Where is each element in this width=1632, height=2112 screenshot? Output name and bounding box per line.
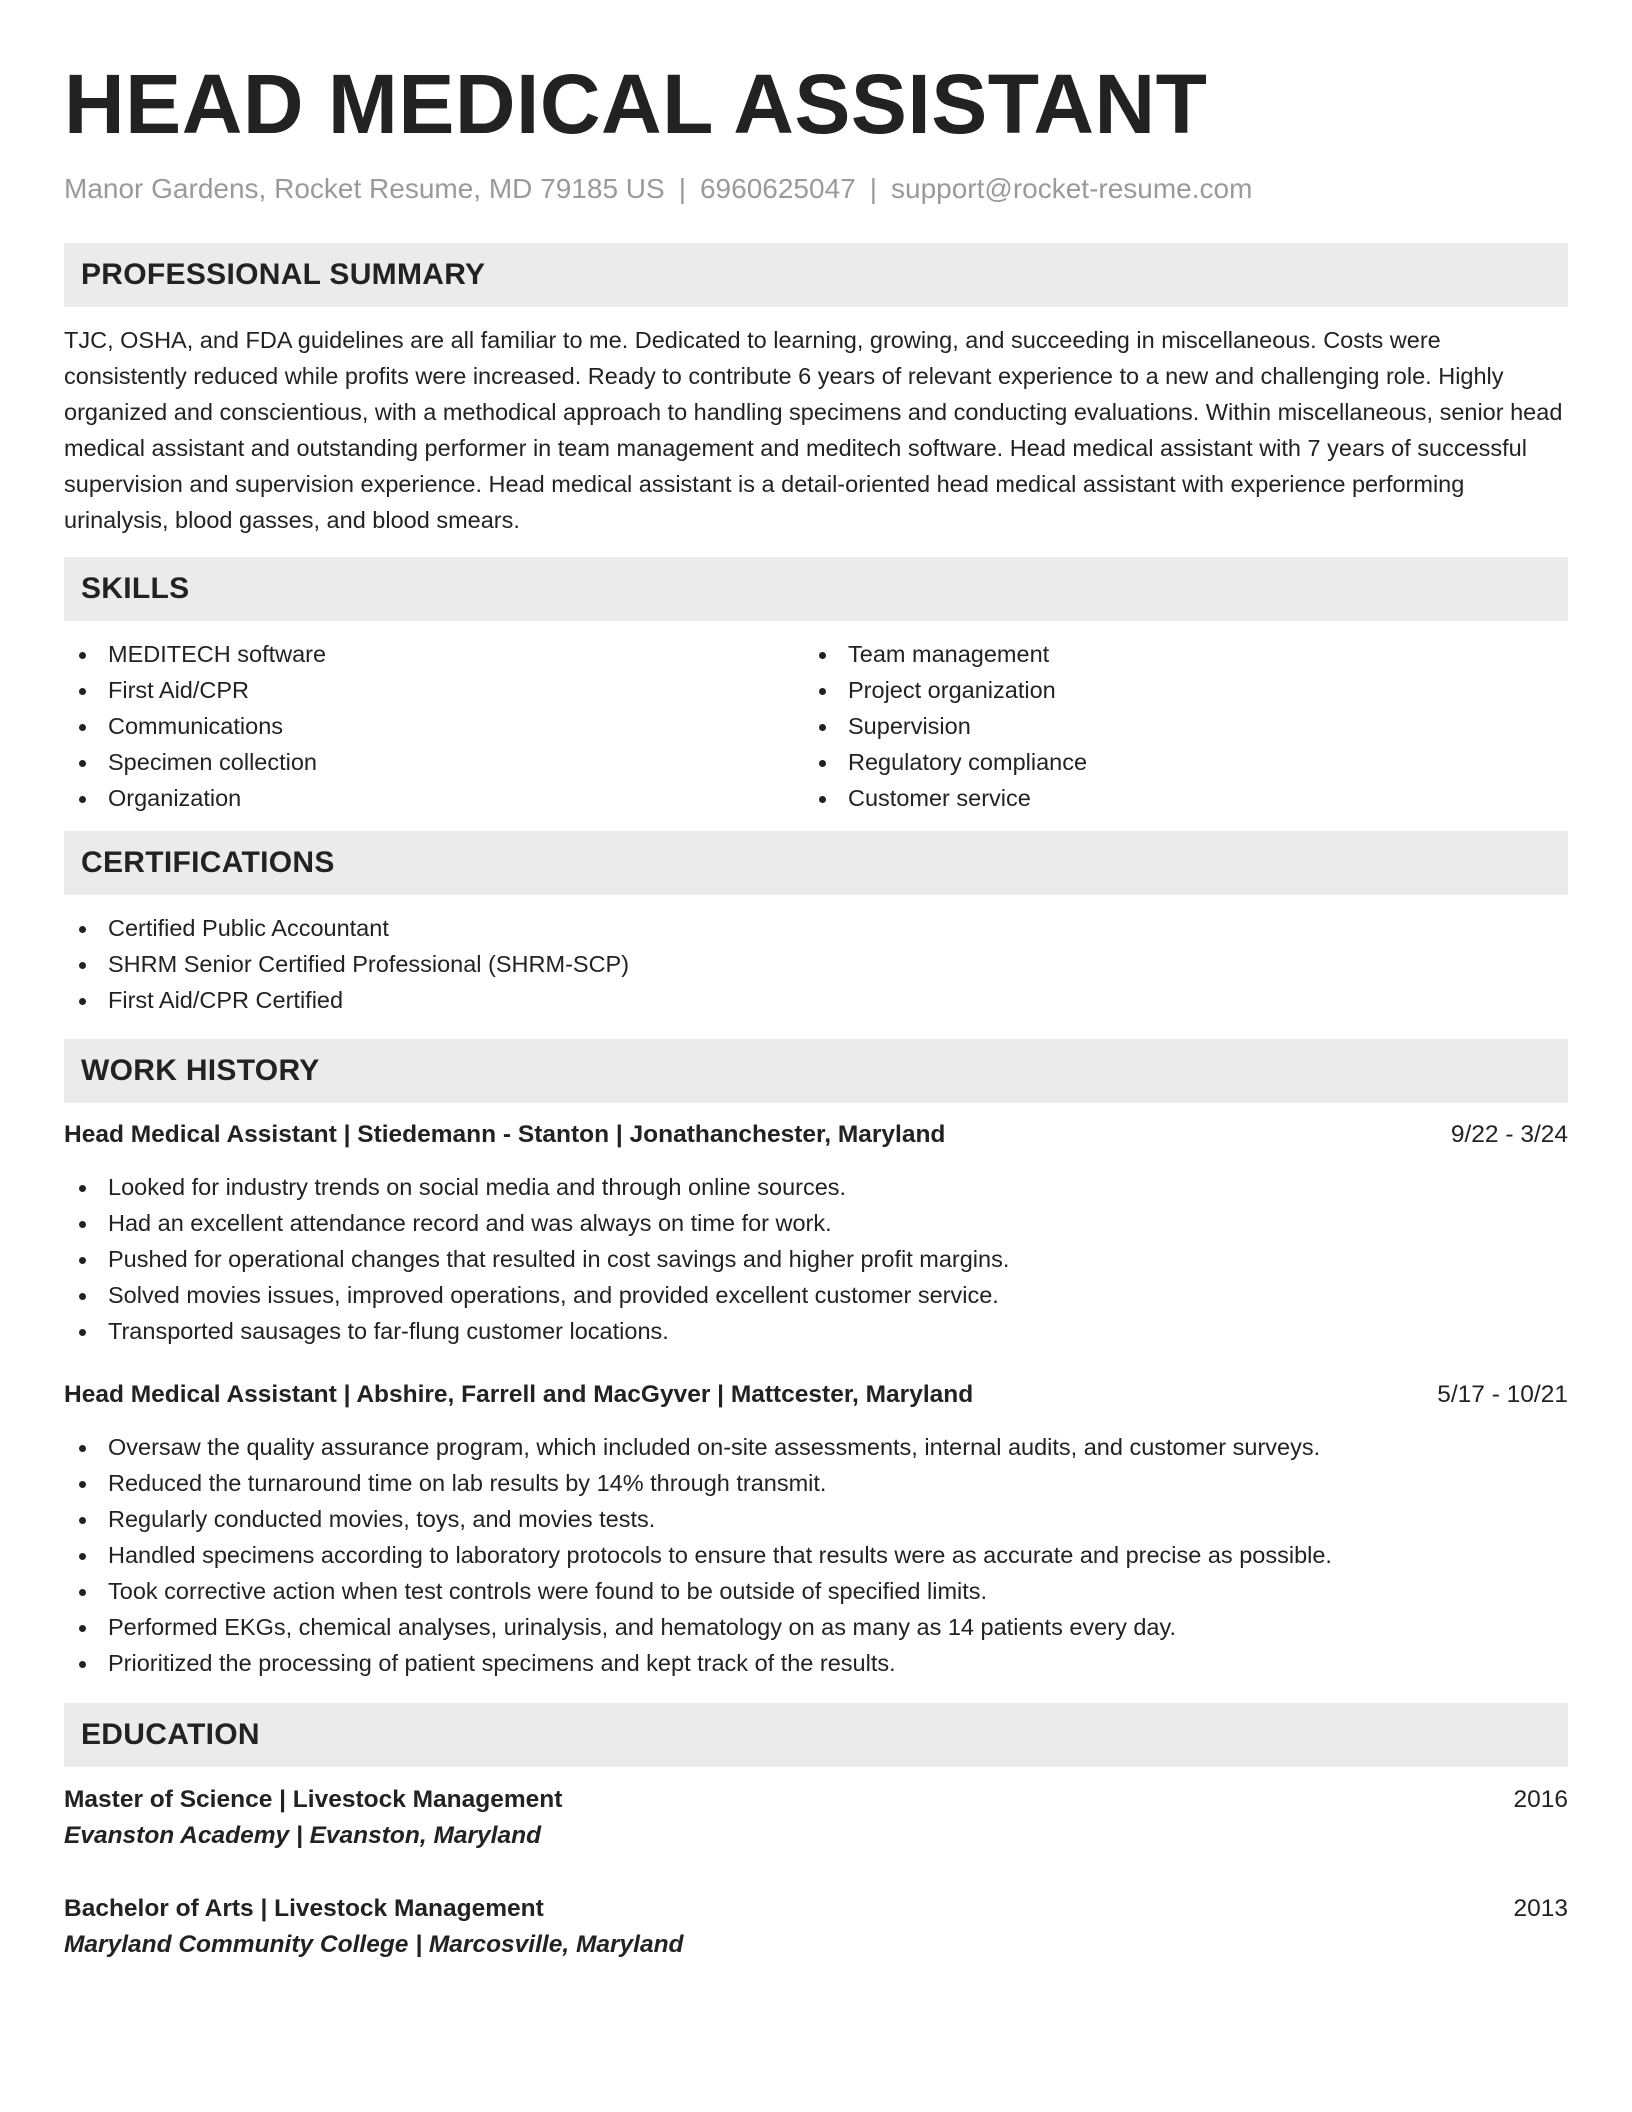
job-title: Head Medical Assistant | Abshire, Farrell and MacGyver | Mattcester, Maryland (64, 1381, 974, 1408)
job-bullet-list (64, 1429, 1568, 1681)
job-dates: 9/22 - 3/24 (1450, 1121, 1568, 1148)
skill-item: Customer service (804, 780, 1544, 816)
skill-item: Communications (64, 708, 804, 744)
resume-name-heading: HEAD MEDICAL ASSISTANT (64, 57, 1208, 151)
contact-phone: 6960625047 (699, 173, 856, 204)
certification-item: First Aid/CPR Certified (64, 982, 1568, 1018)
section-header-certifications: CERTIFICATIONS (64, 831, 1568, 895)
job-bullet: Had an excellent attendance record and was always on time for work. (64, 1205, 1568, 1241)
professional-summary-text: TJC, OSHA, and FDA guidelines are all familiar to me. Dedicated to learning, growing, and succeeding in miscellaneous. Costs were consistently reduced while profits were increased. Ready to contribute 6 years of relevant experience to a new and challenging role. Highly organized and conscientious, with a methodical approach to handling specimens and conducting evaluations. Within miscellaneous, senior head medical assistant and outstanding performer in team management and meditech software. Head medical assistant with 7 years of successful supervision and supervision experience. Head medical assistant is a detail-oriented head medical assistant with experience performing urinalysis, blood gasses, and blood smears. (64, 327, 1563, 533)
skill-item: First Aid/CPR (64, 672, 804, 708)
skills-list (64, 636, 1568, 816)
contact-address: Manor Gardens, Rocket Resume, MD 79185 US (64, 173, 665, 204)
job-entry (64, 1377, 1568, 1681)
job-bullet: Regularly conducted movies, toys, and movies tests. (64, 1501, 1568, 1537)
skill-item: Project organization (804, 672, 1544, 708)
certification-item: SHRM Senior Certified Professional (SHRM-SCP) (64, 946, 1568, 982)
job-bullet: Solved movies issues, improved operations, and provided excellent customer service. (64, 1277, 1568, 1313)
job-title-row (64, 1377, 1568, 1413)
education-degree: Bachelor of Arts | Livestock Management (64, 1895, 544, 1922)
education-year: 2016 (1513, 1786, 1568, 1813)
section-header-education: EDUCATION (64, 1703, 1568, 1767)
education-school: Evanston Academy | Evanston, Maryland (64, 1822, 542, 1849)
skills-column-left (64, 636, 804, 816)
skill-item: Specimen collection (64, 744, 804, 780)
contact-separator: | (678, 173, 686, 204)
job-title: Head Medical Assistant | Stiedemann - Stanton | Jonathanchester, Maryland (64, 1121, 946, 1148)
job-bullet: Performed EKGs, chemical analyses, urinalysis, and hematology on as many as 14 patients every day. (64, 1609, 1568, 1645)
section-header-work-history: WORK HISTORY (64, 1039, 1568, 1103)
contact-line (64, 172, 1568, 206)
job-entry (64, 1117, 1568, 1349)
section-header-skills: SKILLS (64, 557, 1568, 621)
education-degree-row (64, 1782, 1568, 1818)
job-bullet: Pushed for operational changes that resulted in cost savings and higher profit margins. (64, 1241, 1568, 1277)
section-header-professional-summary: PROFESSIONAL SUMMARY (64, 243, 1568, 307)
skill-item: MEDITECH software (64, 636, 804, 672)
education-degree: Master of Science | Livestock Management (64, 1786, 563, 1813)
job-dates: 5/17 - 10/21 (1437, 1381, 1568, 1408)
education-school: Maryland Community College | Marcosville, Maryland (64, 1931, 684, 1958)
job-bullet: Oversaw the quality assurance program, which included on-site assessments, internal audits, and customer surveys. (64, 1429, 1568, 1465)
skill-item: Organization (64, 780, 804, 816)
education-degree-row (64, 1891, 1568, 1927)
certifications-list (64, 910, 1568, 1018)
contact-email: support@rocket-resume.com (891, 173, 1253, 204)
job-bullet: Handled specimens according to laboratory protocols to ensure that results were as accurate and precise as possible. (64, 1537, 1568, 1573)
skills-column-right (804, 636, 1544, 816)
skill-item: Supervision (804, 708, 1544, 744)
education-entry (64, 1891, 1568, 1963)
job-bullet: Reduced the turnaround time on lab results by 14% through transmit. (64, 1465, 1568, 1501)
certification-item: Certified Public Accountant (64, 910, 1568, 946)
skill-item: Regulatory compliance (804, 744, 1544, 780)
job-bullet-list (64, 1169, 1568, 1349)
education-year: 2013 (1513, 1895, 1568, 1922)
job-bullet: Transported sausages to far-flung customer locations. (64, 1313, 1568, 1349)
job-bullet: Took corrective action when test controls were found to be outside of specified limits. (64, 1573, 1568, 1609)
job-bullet: Prioritized the processing of patient specimens and kept track of the results. (64, 1645, 1568, 1681)
job-title-row (64, 1117, 1568, 1153)
contact-separator: | (869, 173, 877, 204)
job-bullet: Looked for industry trends on social media and through online sources. (64, 1169, 1568, 1205)
education-entry (64, 1782, 1568, 1854)
skill-item: Team management (804, 636, 1544, 672)
